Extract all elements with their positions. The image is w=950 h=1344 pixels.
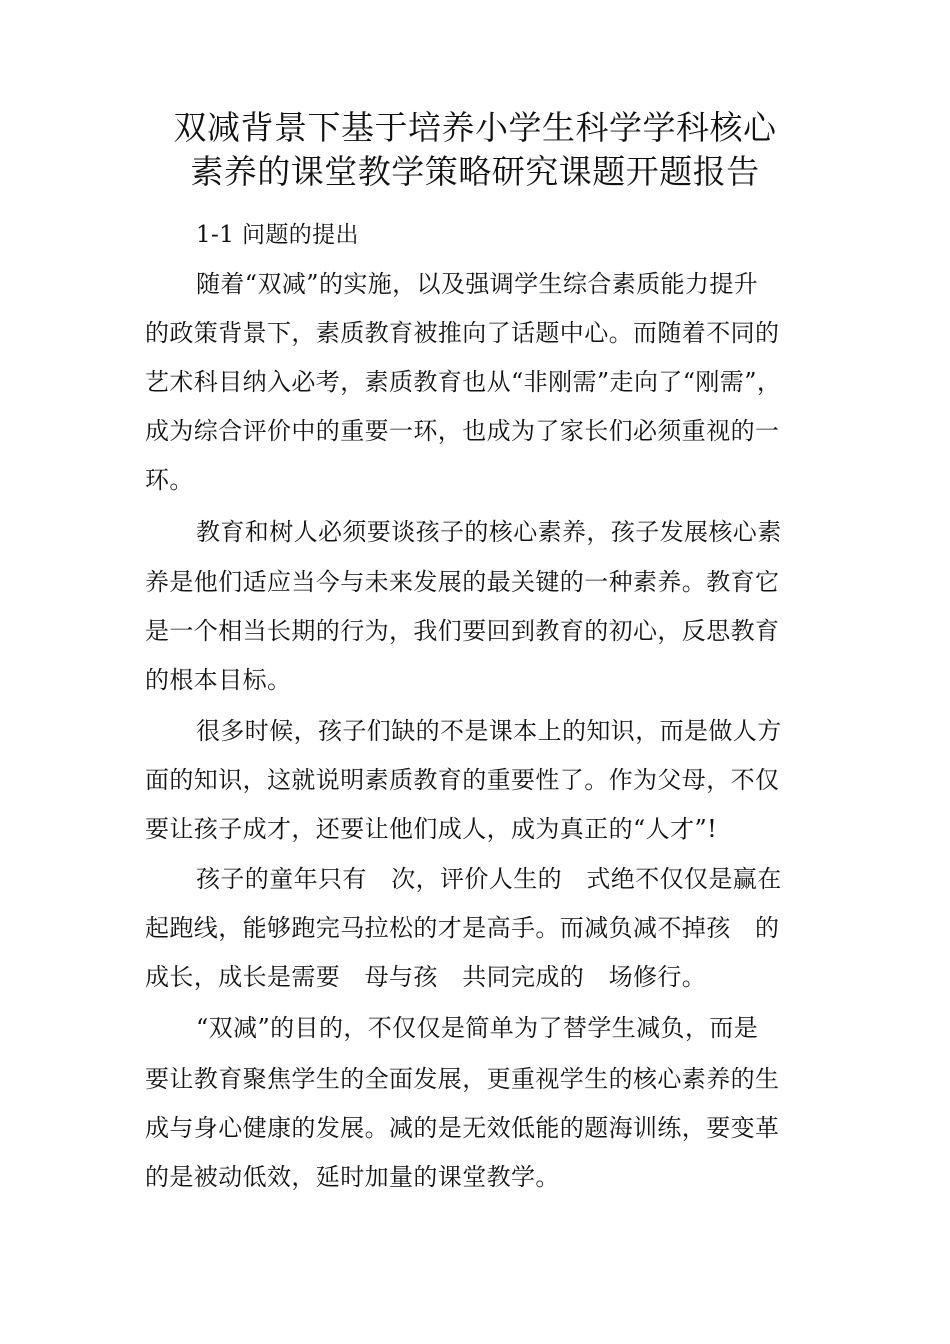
- paragraph-line: 的是被动低效，延时加量的课堂教学。: [145, 1163, 560, 1191]
- paragraph-line: 孩子的童年只有 次，评价人生的 式绝不仅仅是赢在: [196, 865, 782, 893]
- paragraph-line: “双减”的目的，不仅仅是简单为了替学生减负，而是: [196, 1014, 759, 1042]
- paragraph-line: 起跑线，能够跑完马拉松的才是高手。而减负减不掉孩 的: [145, 914, 780, 942]
- paragraph-line: 面的知识，这就说明素质教育的重要性了。作为父母，不仅: [145, 766, 780, 794]
- paragraph-line: 艺术科目纳入必考，素质教育也从“非刚需”走向了“刚需”，: [145, 368, 782, 396]
- paragraph-line: 环。: [145, 466, 194, 494]
- paragraph-line: 养是他们适应当今与未来发展的最关键的一种素养。教育它: [145, 568, 780, 596]
- paragraph-line: 成为综合评价中的重要一环，也成为了家长们必须重视的一: [145, 417, 780, 445]
- paragraph-line: 是一个相当长期的行为，我们要回到教育的初心，反思教育: [145, 617, 780, 645]
- section-heading: 1-1 问题的提出: [196, 222, 359, 248]
- title-line-2: 素养的课堂教学策略研究课题开题报告: [190, 152, 760, 191]
- paragraph-line: 教育和树人必须要谈孩子的核心素养，孩子发展核心素: [196, 518, 782, 546]
- paragraph-line: 的根本目标。: [145, 666, 292, 694]
- paragraph-line: 随着“双减”的实施，以及强调学生综合素质能力提升: [196, 270, 759, 298]
- paragraph-line: 很多时候，孩子们缺的不是课本上的知识，而是做人方: [196, 717, 782, 745]
- paragraph-line: 要让孩子成才，还要让他们成人，成为真正的“人才”!: [145, 815, 718, 843]
- paragraph-line: 成与身心健康的发展。减的是无效低能的题海训练，要变革: [145, 1114, 780, 1142]
- page-title: [140, 106, 810, 194]
- paragraph-line: 成长，成长是需要 母与孩 共同完成的 场修行。: [145, 963, 707, 991]
- paragraph-line: 要让教育聚焦学生的全面发展，更重视学生的核心素养的生: [145, 1065, 780, 1093]
- paragraph-line: 的政策背景下，素质教育被推向了话题中心。而随着不同的: [145, 319, 780, 347]
- title-line-1: 双减背景下基于培养小学生科学学科核心: [173, 108, 777, 147]
